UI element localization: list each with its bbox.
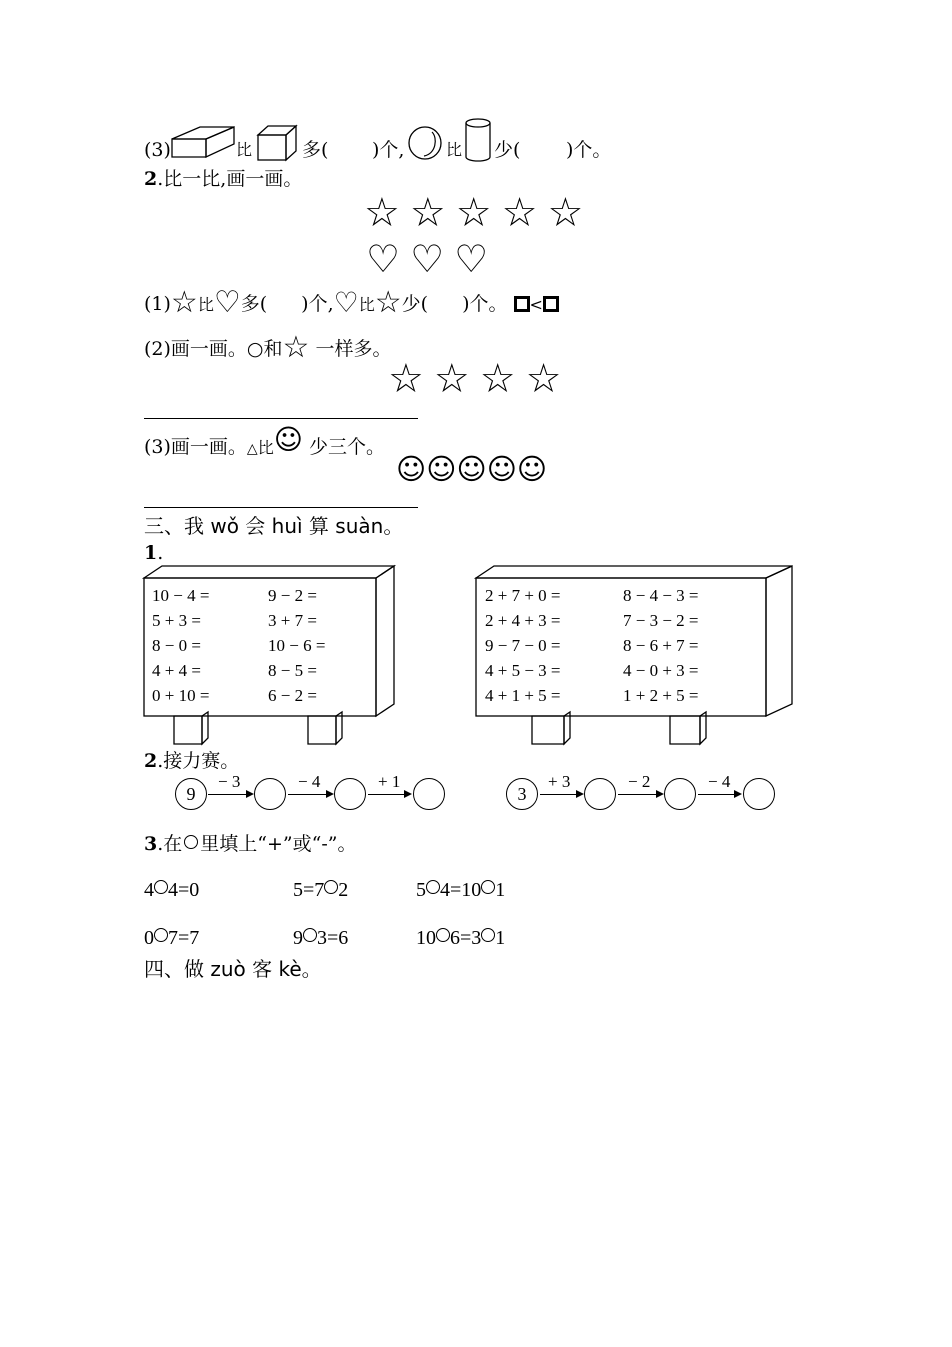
q32-heading: 2.接力赛。: [144, 750, 240, 772]
section3-title: 三、我 wǒ 会 huì 算 suàn。: [144, 514, 404, 538]
stars-row-4: ☆☆☆☆: [388, 356, 572, 402]
operator-circle[interactable]: [324, 880, 338, 894]
q2-part1: (1)☆比♡多( )个,♡比☆少( )个。 <: [144, 291, 559, 317]
hearts-row: ♡♡♡: [366, 237, 499, 281]
operator-circle[interactable]: [426, 880, 440, 894]
heart-icon: ♡: [333, 286, 359, 319]
q2-heading: 2.比一比,画一画。: [144, 168, 303, 190]
fill-item: 10 6=3 1: [416, 927, 506, 949]
start-circle: 3: [506, 778, 538, 810]
answer-circle[interactable]: [413, 778, 445, 810]
section4-title: 四、做 zuò 客 kè。: [144, 957, 322, 981]
answer-circle[interactable]: [584, 778, 616, 810]
answer-circle[interactable]: [743, 778, 775, 810]
arrow: [698, 794, 740, 795]
operator-circle[interactable]: [303, 928, 317, 942]
operator-circle[interactable]: [154, 928, 168, 942]
heart-icon: ♡: [213, 285, 241, 320]
star-icon: ☆: [374, 285, 402, 320]
fill-item: 5 4=10 1: [416, 879, 506, 901]
q2-part3: (3)画一画。△比☺ 少三个。: [144, 423, 385, 458]
cylinder-icon: [464, 117, 494, 163]
start-circle: 9: [175, 778, 207, 810]
arrow: [618, 794, 662, 795]
operator-circle[interactable]: [481, 928, 495, 942]
answer-line: [144, 507, 418, 508]
arrow: [540, 794, 582, 795]
operator-circle[interactable]: [481, 880, 495, 894]
star-icon: ☆: [170, 285, 198, 320]
arrow: [288, 794, 332, 795]
operator-circle[interactable]: [436, 928, 450, 942]
triangle-icon: △: [246, 441, 258, 457]
ball-icon: [406, 124, 446, 162]
smileys-row: ☺☺☺☺☺: [396, 452, 548, 486]
q3-compare-line: (3): [144, 139, 171, 161]
fill-item: 9 3=6: [293, 927, 349, 949]
q2-part2: (2)画一画。○和☆ 一样多。: [144, 330, 392, 365]
fill-item: 5=7 2: [293, 879, 349, 901]
fill-item: 4 4=0: [144, 879, 200, 901]
operator-circle[interactable]: [154, 880, 168, 894]
answer-circle[interactable]: [664, 778, 696, 810]
fill-item: 0 7=7: [144, 927, 200, 949]
arrow: [208, 794, 252, 795]
q33-heading: 3.在 里填上“+”或“-”。: [144, 833, 357, 855]
smiley-icon: ☺: [273, 423, 303, 456]
arrow: [368, 794, 410, 795]
answer-circle[interactable]: [334, 778, 366, 810]
q31-heading: 1.: [144, 542, 164, 564]
cuboid-icon: [170, 124, 236, 160]
circle-icon: [184, 835, 198, 849]
answer-circle[interactable]: [254, 778, 286, 810]
answer-box[interactable]: [514, 296, 530, 312]
cube-icon: [256, 124, 300, 162]
answer-line: [144, 418, 418, 419]
stars-row: ☆☆☆☆☆: [364, 190, 594, 236]
star-icon: ☆: [282, 330, 310, 365]
answer-box[interactable]: [543, 296, 559, 312]
